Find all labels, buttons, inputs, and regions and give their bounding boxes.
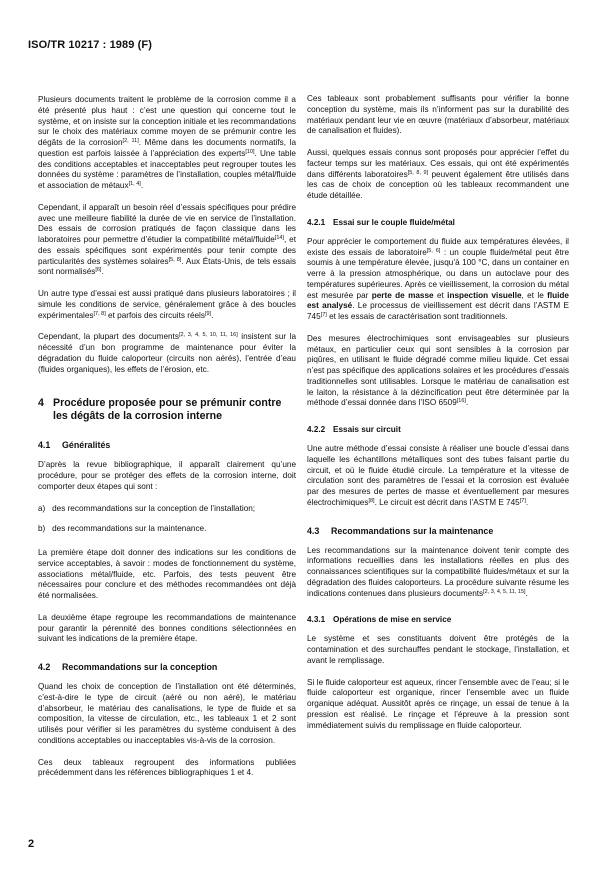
paragraph: Ces deux tableaux regroupent des informations publiées précédemment dans les références bibliographiques 1 et 4. — [38, 757, 296, 778]
paragraph: Les recommandations sur la maintenance doivent tenir compte des informations recueillies dans les installations réelles en plus des connaissances scientifiques sur la compatibilité fluides/métaux et sur la dégradation des fluides caloporteurs. La procédure suivante résume les indications contenues dans plusieurs documents[2, 3, 4, 5, 11, 15]. — [307, 545, 569, 598]
section-heading-4-3: 4.3 Recommandations sur la maintenance — [307, 525, 494, 536]
list-item: a) des recommandations sur la conception de l’installation; — [38, 503, 256, 513]
section-heading-4-3-1: 4.3.1 Opérations de mise en service — [307, 615, 452, 625]
paragraph: Ces tableaux sont probablement suffisants pour vérifier la bonne conception du système, mais ils n’informent pas sur la durabilité des matériaux pendant leur vie en œuvre (matériaux d’absorbeur, matériaux de canalisation et fluides). — [307, 94, 569, 136]
page-number: 2 — [28, 838, 35, 850]
document-header: ISO/TR 10217 : 1989 (F) — [28, 39, 152, 51]
paragraph: La première étape doit donner des indications sur les conditions de service acceptables, à savoir : modes de fonctionnement du système, associations métal/fluide, etc. Parfois, des tests peuvent être nécessaires pour conclure et des méthodes recommandées ont déjà été normalisées. — [38, 548, 296, 600]
section-heading-4: 4 Procédure proposée pour se prémunir contre les dégâts de la corrosion interne — [38, 397, 282, 423]
paragraph: Un autre type d’essai est aussi pratiqué dans plusieurs laboratoires ; il simule les conditions de service, généralement grâce à des boucles expérimentales[7, 8] et parfois des circuits réels[9]. — [38, 289, 296, 320]
paragraph: Quand les choix de conception de l’installation ont été déterminés, c’est-à-dire le type de circuit (aéré ou non aéré), le matériau d’absorbeur, le matériau des canalisations, le type de fluide et sa composition, la vitesse de circulation, etc., les tableaux 1 et 2 sont utilisés pour vérifier si les paramètres du système conduisent à des conditions acceptables ou inacceptables vis-à-vis de la corrosion. — [38, 682, 296, 745]
section-heading-4-2-1: 4.2.1 Essai sur le couple fluide/métal — [307, 217, 455, 227]
section-heading-4-2: 4.2 Recommandations sur la conception — [38, 662, 218, 672]
paragraph: Une autre méthode d’essai consiste à réaliser une boucle d’essai dans laquelle les échantillons métalliques sont des tubes faisant partie du circuit, et où le fluide étudié circule. La température et la vitesse de circulation sont des paramètres de l’essai et la corrosion est évaluée par des mesures de pertes de masse et éventuellement par mesures électrochimiques[8]. Le circuit est décrit dans l’ASTM E 745[7]. — [307, 444, 569, 507]
paragraph: Des mesures électrochimiques sont envisageables sur plusieurs métaux, en particulier ceux qui sont sensibles à la corrosion par piqûres, en utilisant le fluide dégradé comme milieu liquide. Cet essai n’est pas spécifique des applications solaires et les procédures d’essais traditionnelles sont utilisables. Lorsque le matériau de canalisation est le laiton, la résistance à la dézincification peut être déterminée par la méthode d’essai donnée dans l’ISO 6509[16]. — [307, 333, 569, 408]
paragraph: Aussi, quelques essais connus sont proposés pour apprécier l’effet du facteur temps sur les matériaux. Ces essais, qui ont été expérimentés dans différents laboratoires[5, 8, 9] peuvent également être utilisés dans les cas de choix de conception où les tableaux recommandent une étude détaillée. — [307, 148, 569, 200]
paragraph: Pour apprécier le comportement du fluide aux températures élevées, il existe des essais de laboratoire[5, 6] : un couple fluide/métal peut être soumis à une température élevée, jusqu’à 100 °C, dans un container en verre à la pression atmosphérique, ou dans un autoclave pour des températures supérieures. Après ce vieillissement, la corrosion du métal est mesurée par perte de masse et inspection visuelle, et le fluide est analysé. Le processus de vieillissement est décrit dans l’ASTM E 745[7] et les essais de caractérisation sont traditionnels. — [307, 236, 569, 321]
list-item: b) des recommandations sur la maintenance. — [38, 524, 207, 534]
paragraph: D’après la revue bibliographique, il apparaît clairement qu’une procédure, pour se protéger des effets de la corrosion interne, doit comporter deux étapes qui sont : — [38, 460, 296, 491]
paragraph: Cependant, la plupart des documents[2, 3, 4, 5, 10, 11, 16] insistent sur la nécessité d’un bon programme de maintenance pour éviter la dégradation du fluide caloporteur (circuits non aérés), l’entrée d’eau (fluides organiques), les effets de l’érosion, etc. — [38, 332, 296, 374]
paragraph: La deuxième étape regroupe les recommandations de maintenance pour garantir la pérennité des bonnes conditions sélectionnées en suivant les indications de la première étape. — [38, 612, 296, 644]
paragraph: Plusieurs documents traitent le problème de la corrosion comme il a été présenté plus haut : c’est une question qui concerne tout le système, et on insiste sur la conception initiale et les recommandations sur le choix des matériaux comme moyen de se prémunir contre les dégâts de la corrosion[2, 11]. Même dans les documents normatifs, la question est parfois laissée à l’appréciation des experts[10]. Une table des conditions acceptables et inacceptables peut regrouper toutes les données du système : paramètres de l’installation, couples métal/fluide et association de métaux[1, 4]. — [38, 95, 296, 190]
paragraph: Si le fluide caloporteur est aqueux, rincer l’ensemble avec de l’eau; si le fluide caloporteur est organique, rincer l’ensemble avec un fluide organique adéquat. Aussitôt après ce rinçage, un essai de tenue à la pression est réalisé. Le rinçage et l’épreuve à la pression sont immédiatement suivis du remplissage en fluide caloporteur. — [307, 677, 569, 730]
left-column — [38, 95, 296, 790]
paragraph: Le système et ses constituants doivent être protégés de la contamination et des surchauffes pendant le stockage, l’installation, et avant le remplissage. — [307, 634, 569, 665]
section-heading-4-1: 4.1 Généralités — [38, 440, 111, 451]
section-heading-4-2-2: 4.2.2 Essais sur circuit — [307, 425, 401, 434]
paragraph: Cependant, il apparaît un besoin réel d’essais spécifiques pour prédire avec une meilleure fiabilité la durée de vie en service de l’installation. Des essais de corrosion pratiqués de façon classique dans les laboratoires pour permettre d’étudier la compatibilité métal/fluide[14], et des essais spécifiques sont expérimentés pour tenir compte des particularités des systèmes solaires[5, 8]. Aux États-Unis, de tels essais sont normalisés[6]. — [38, 202, 297, 277]
right-column — [307, 94, 569, 742]
